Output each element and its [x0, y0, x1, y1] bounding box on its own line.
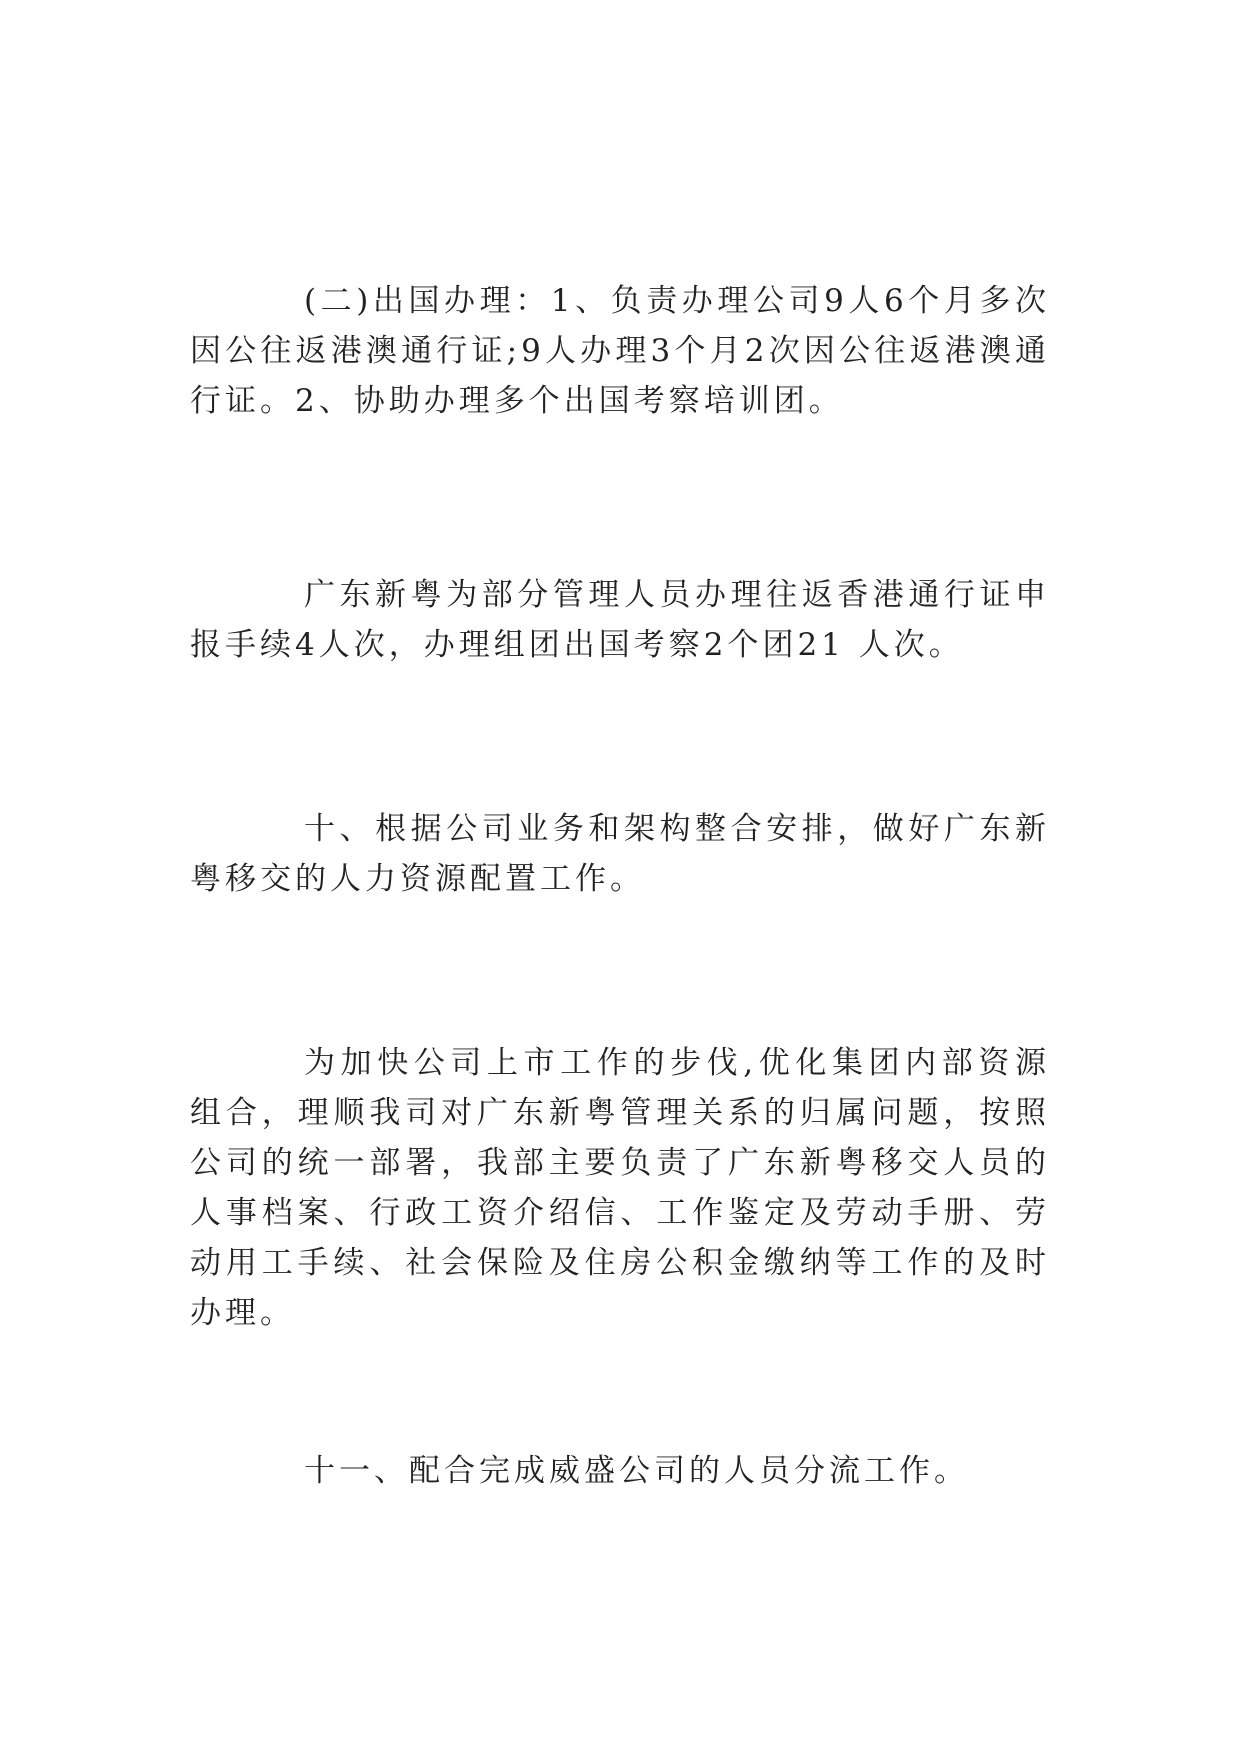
paragraph-transfer-details: 为加快公司上市工作的步伐,优化集团内部资源组合，理顺我司对广东新粤管理关系的归属问题，按照公司的统一部署，我部主要负责了广东新粤移交人员的人事档案、行政工资介绍信、工作鉴定及劳动手册、劳动用工手续、社会保险及住房公积金缴纳等工作的及时办理。 [190, 1045, 1050, 1331]
section-heading-eleven: 十一、配合完成威盛公司的人员分流工作。 [304, 1453, 969, 1489]
section-heading-ten: 十、根据公司业务和架构整合安排，做好广东新粤移交的人力资源配置工作。 [190, 811, 1050, 897]
paragraph-passport-processing: (二)出国办理：1、负责办理公司9人6个月多次因公往返港澳通行证;9人办理3个月2次因公往返港澳通行证。2、协助办理多个出国考察培训团。 [190, 283, 1050, 419]
paragraph-guangdong-xinyue-permits: 广东新粤为部分管理人员办理往返香港通行证申报手续4人次，办理组团出国考察2个团21 人次。 [190, 577, 1050, 663]
